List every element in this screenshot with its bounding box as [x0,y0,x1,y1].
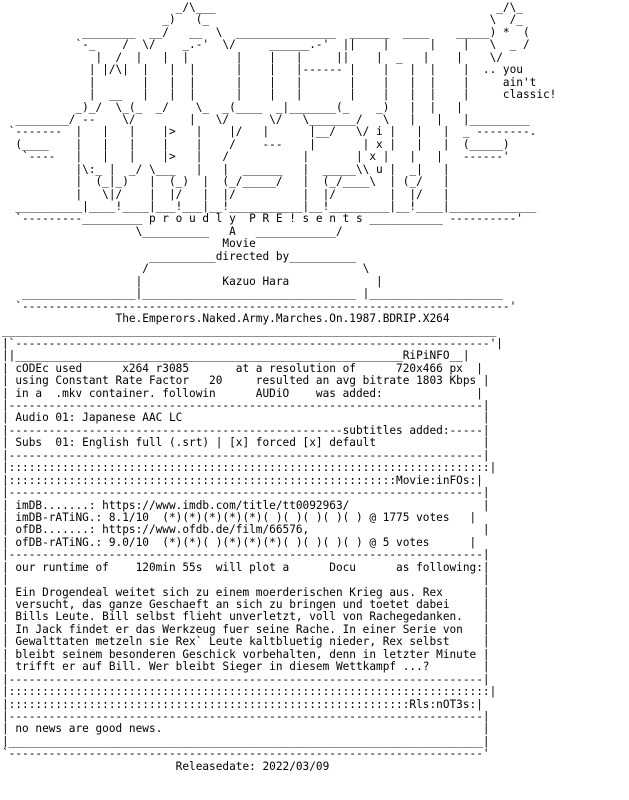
info-box-line: |`-----------------------------------------------------------------------'| [2,336,503,350]
info-box-line: |-----------------------------------------------------------------------| [2,709,490,723]
info-box-line: |-----------------------------------------------------------------------| [2,486,490,500]
header-art-line: / \ [2,262,370,276]
header-art-line: `------- | | | |> | |/ | |__/ \/ i | | | _ --------. [2,125,537,139]
info-box-line: | ofDB.......: https://www.ofdb.de/film/66576, | [2,523,490,537]
info-box-line: | In Jack findet er das Werkzeug fuer seine Rache. In einer Serie von | [2,622,490,636]
info-box-line: |::::::::::::::::::::::::::::::::::::::::::::::::::::::::::Movie:inFOs:| [2,473,483,487]
header-art-line: `-------------------------------------------------------------------------' [2,299,517,313]
header-art-line: ________/ -- \/ | \/ \/ \_______/ \ | | |_________ [2,112,530,126]
release-date [2,761,556,773]
header-art-line: | (_|_) | (_) | (_/_____/ | (_/____\ | (_/ | [2,175,450,189]
header-art-line: | \|/ | |/ | |/ | |/ | |/ | [2,187,450,201]
info-box-line: | using Constant Rate Factor 20 resulted an avg bitrate 1803 Kbps | [2,374,490,388]
info-box-line: |::::::::::::::::::::::::::::::::::::::::::::::::::::::::::::::::::::::::| [2,685,497,699]
header-art-line: _________________|________________________________ |____________________ [2,287,503,301]
header-art-line: | | | | | | | | | | | | ain't [2,75,537,89]
header-art-line: _/\___ _/\_ [2,1,523,14]
header-art-line: \__________ A ____________/ [2,224,343,238]
release-date-label: Releasedate: 2022/03/09 [175,759,330,773]
header-art-line: __________directed by__________ [2,249,356,263]
info-box-line: |--------------------------------------------------subtitles added:-----| [2,423,490,437]
header-art-line: _)_/ \_(_ _/ \_ _(____ _|_______(_ _) | | | [2,100,463,114]
info-box-line: | imDB.......: https://www.imdb.com/title/tt0092963/ | [2,498,490,512]
header-art-line: `---- | | | |> | / | | x | | | ------' [2,150,510,164]
info-box-line: | ofDB-rATiNG.: 9.0/10 (*)(*)( )(*)(*)(*)( )( )( )( ) @ 5 votes | [2,535,477,549]
header-art-line: | __ | | | | | | | | | | | classic! [2,88,557,102]
header-art-line: | Kazuo Hara | [2,274,383,288]
info-box-line: | trifft er auf Bill. Wer bleibt Sieger in diesem Wettkampf ...? | [2,660,490,674]
header-art-line: _) (_ \ /_ [2,13,523,27]
info-box-line: |-----------------------------------------------------------------------| [2,672,490,686]
header-art-line: __________|____!____|___!___|__!___________|__!_________|__!____|_____________ [2,200,537,213]
info-box-line: |::::::::::::::::::::::::::::::::::::::::::::::::::::::::::::Rls:nOT3s:| [2,697,483,711]
info-box-line: |::::::::::::::::::::::::::::::::::::::::::::::::::::::::::::::::::::::::| [2,461,497,475]
info-box-line: |-----------------------------------------------------------------------| [2,399,490,412]
info-box-line: | no news are good news. | [2,722,490,736]
info-box-line: |-----------------------------------------------------------------------| [2,548,490,562]
info-box-line: `-----------------------------------------------------------------------' [2,747,490,761]
release-title-line: The.Emperors.Naked.Army.Marches.On.1987.BDRIP.X264 [2,311,450,325]
info-box-line: | cODEc used x264 r3085 at a resolution of 720x466 px | [2,361,483,375]
header-art-line: ________ __/ __ \ _______________ ______ ____ _____) * ( [2,25,530,39]
info-box-line: | Subs 01: English full (.srt) | [x] forced [x] default | [2,436,490,450]
info-box-line: |-----------------------------------------------------------------------| [2,448,490,462]
info-box-line: | Bills Leute. Bill selbst flieht unverletzt, voll von Rachegedanken. | [2,610,490,624]
info-box-line: | imDB-rATiNG.: 8.1/10 (*)(*)(*)(*)(*)( )( )( )( )( ) @ 1775 votes | [2,510,477,524]
header-art-line: `-_ / \/ _.-' \/ ______.-' || | | | \ _ / [2,38,530,52]
info-box-line: | our runtime of 120min 55s will plot a Docu as following:| [2,560,490,574]
info-box-line: | Gewalttaten metzeln sie Rex` Leute kaltbluetig nieder, Rex selbst | [2,635,490,649]
header-art-line: |\:_ | _/ \___ | | ______ | _____\\ u | _| | [2,162,450,176]
header-art-line: `---------_________ p r o u d l y P R E ! s e n t s ___________ ----------' [2,212,523,226]
info-box-line: | versucht, das ganze Geschaeft an sich zu bringen und toetet dabei | [2,598,490,611]
header-art-line: | / | | | | | | || | _ | | \/ [2,50,503,64]
info-box-line: | | [2,573,490,587]
info-box-line: __________________________________________________________________________ [2,324,497,338]
header-art-line: (____ | | | | | / --- | | x | | | (_____) [2,137,510,151]
info-box-line: | Audio 01: Japanese AAC LC | [2,411,490,425]
info-box-line: |_______________________________________________________________________| [2,734,490,748]
info-box-line: | in a .mkv container. followin AUDiO was added: | [2,386,483,400]
info-box-line: | Ein Drogendeal weitet sich zu einem moerderischen Krieg aus. Rex | [2,585,490,599]
info-box-line: | bleibt seinem besonderen Geschick vorbehalten, denn in letzter Minute | [2,647,490,661]
header-art-line: Movie [2,237,256,251]
nfo-document [2,2,556,773]
header-art-line: | |/\| | | | | | |------ | | | | | .. you [2,63,523,77]
info-box-line: ||__________________________________________________________RiPiNFO__| [2,349,470,363]
